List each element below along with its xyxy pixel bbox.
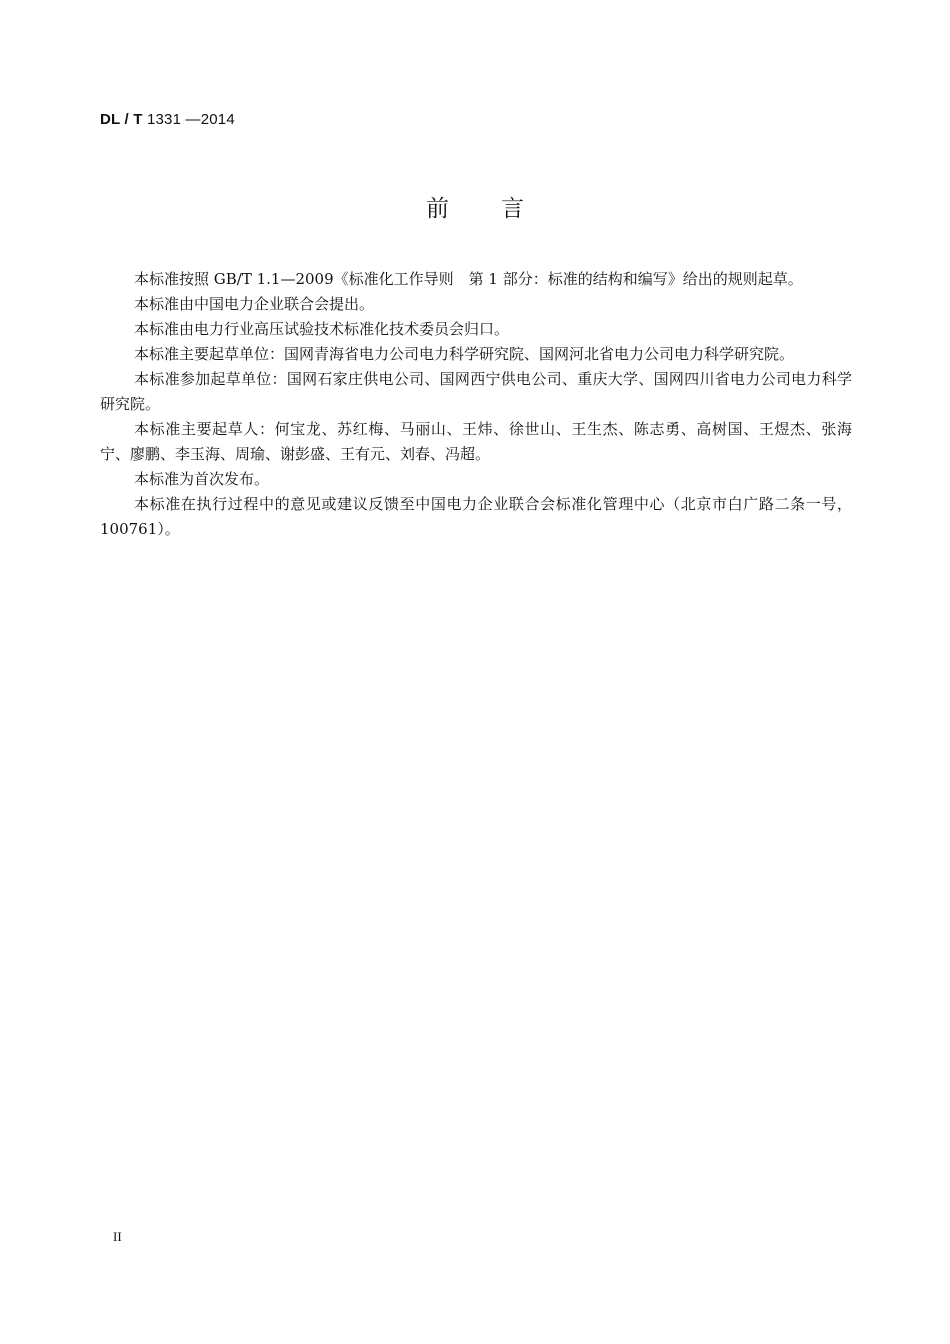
page-number: II <box>113 1229 122 1244</box>
paragraph-feedback: 本标准在执行过程中的意见或建议反馈至中国电力企业联合会标准化管理中心（北京市白广路二条一号，100761）。 <box>100 495 852 538</box>
paragraph-proposer: 本标准由中国电力企业联合会提出。 <box>134 295 375 313</box>
paragraph-committee: 本标准由电力行业高压试验技术标准化技术委员会归口。 <box>134 320 510 338</box>
document-code-prefix: DL / T <box>100 111 143 128</box>
paragraph-drafters: 本标准主要起草人：何宝龙、苏红梅、马丽山、王炜、徐世山、王生杰、陈志勇、高树国、王煜杰、张海宁、廖鹏、李玉海、周瑜、谢彭盛、王有元、刘春、冯超。 <box>100 420 852 463</box>
page-title: 前言 <box>426 196 576 222</box>
paragraph-participating-units: 本标准参加起草单位：国网石家庄供电公司、国网西宁供电公司、重庆大学、国网四川省电力公司电力科学研究院。 <box>100 370 852 413</box>
paragraph-first-release: 本标准为首次发布。 <box>134 470 270 488</box>
document-code-number: 1331 —2014 <box>146 111 235 128</box>
paragraph-drafting-rules: 本标准按照 GB/T 1.1—2009《标准化工作导则 第 1 部分：标准的结构和编写》给出的规则起草。 <box>134 270 803 288</box>
paragraph-main-drafting-units: 本标准主要起草单位：国网青海省电力公司电力科学研究院、国网河北省电力公司电力科学研究院。 <box>134 345 795 363</box>
foreword-body <box>100 267 852 542</box>
document-code <box>100 111 235 128</box>
